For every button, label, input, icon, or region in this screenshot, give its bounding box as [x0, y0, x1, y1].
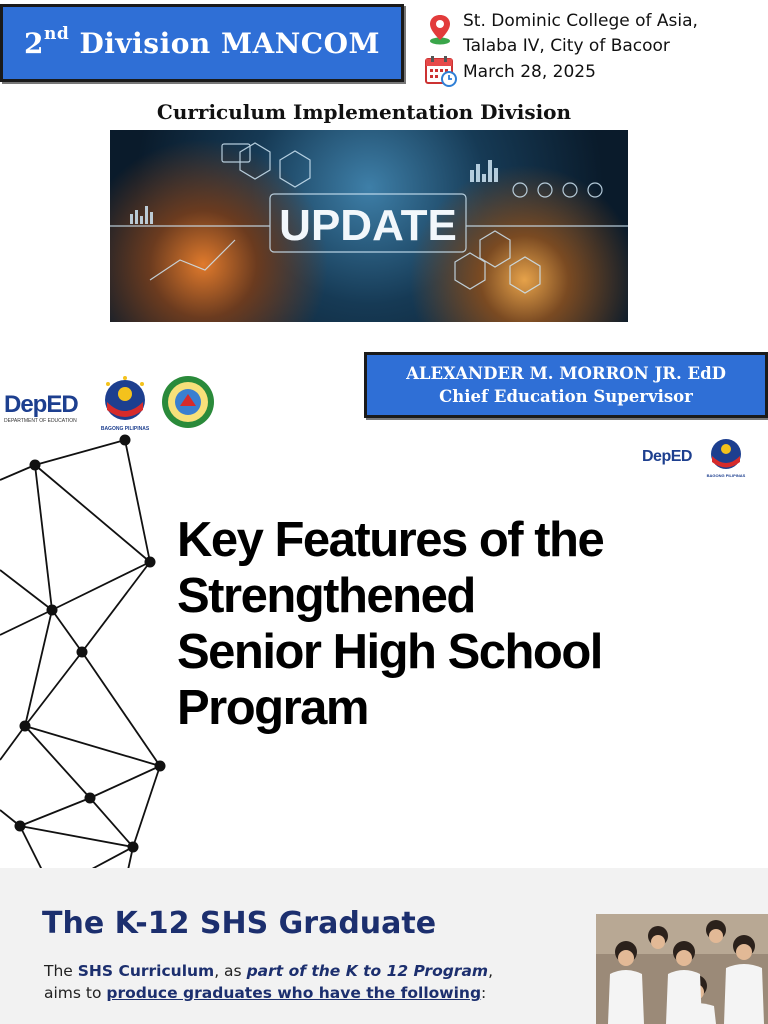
calendar-icon — [424, 54, 458, 88]
update-banner-image — [110, 130, 628, 322]
venue-line-2: Talaba IV, City of Bacoor — [463, 36, 670, 56]
slide-title-line-3: Senior High School — [177, 625, 602, 679]
event-title-box — [0, 4, 404, 82]
slide-title-line-2: Strengthened — [177, 569, 475, 623]
presenter-name: ALEXANDER M. MORRON JR. EdD — [406, 364, 726, 383]
slide-title-line-4: Program — [177, 681, 369, 735]
event-title: 2nd Division MANCOM — [24, 24, 380, 60]
network-decoration — [0, 420, 175, 870]
map-pin-icon — [427, 13, 453, 45]
slide-title — [177, 512, 757, 736]
deped-wordmark-small: DepED — [642, 448, 692, 465]
svg-text:BAGONG PILIPINAS: BAGONG PILIPINAS — [100, 426, 150, 432]
division-heading: Curriculum Implementation Division — [156, 100, 572, 124]
event-date: March 28, 2025 — [463, 62, 596, 82]
students-photo — [596, 914, 768, 1024]
bagong-pilipinas-logo-small — [706, 436, 746, 478]
venue-line-1: St. Dominic College of Asia, — [463, 11, 698, 31]
k12-title: The K-12 SHS Graduate — [42, 906, 437, 941]
slide-title-line-1: Key Features of the — [177, 513, 604, 567]
deped-wordmark: DepED — [4, 391, 78, 418]
k12-line-2: aims to produce graduates who have the following: — [44, 984, 487, 1002]
deped-logo-small — [642, 448, 694, 466]
update-banner-text: UPDATE — [279, 201, 457, 250]
k12-line-1: The SHS Curriculum, as part of the K to 12 Program, — [44, 962, 493, 980]
presenter-box — [364, 352, 768, 418]
presenter-position: Chief Education Supervisor — [439, 387, 693, 406]
svg-text:BAGONG PILIPINAS: BAGONG PILIPINAS — [706, 473, 746, 478]
deped-subtitle: DEPARTMENT OF EDUCATION — [4, 418, 77, 424]
